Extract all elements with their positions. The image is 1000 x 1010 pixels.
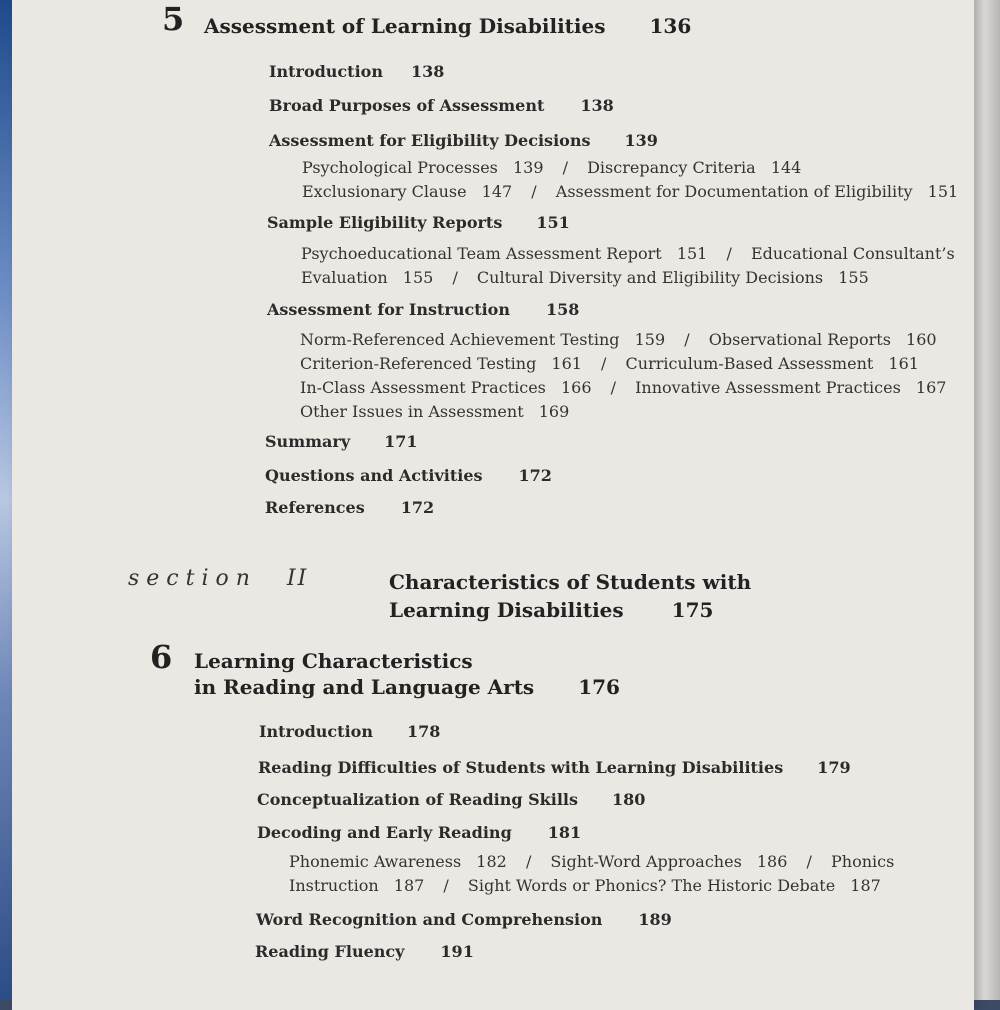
section-number: II (286, 566, 309, 591)
toc-entry[interactable] (265, 498, 434, 517)
toc-subentry[interactable]: Observational Reports (708, 330, 891, 349)
toc-entry[interactable] (267, 300, 579, 319)
toc-subentry[interactable]: Innovative Assessment Practices (635, 378, 901, 397)
toc-subentries (301, 268, 869, 287)
toc-entry[interactable] (265, 432, 418, 451)
separator: / (806, 852, 812, 871)
toc-subentries (300, 354, 919, 373)
toc-subentries (289, 876, 881, 895)
toc-entry[interactable] (257, 823, 581, 842)
page-number: 180 (612, 790, 646, 809)
toc-subentry[interactable]: Assessment for Documentation of Eligibility (555, 182, 913, 201)
toc-entry-label: Assessment for Instruction (267, 300, 510, 319)
chapter-title[interactable]: Learning Characteristics (194, 649, 473, 673)
page-number: 171 (384, 432, 418, 451)
chapter-title[interactable] (204, 14, 691, 38)
page-number: 187 (850, 876, 881, 895)
section-heading (128, 566, 308, 591)
section-title[interactable]: Characteristics of Students with (389, 570, 752, 594)
page-number: 160 (906, 330, 937, 349)
page-number: 147 (481, 182, 513, 201)
separator: / (562, 158, 568, 177)
separator: / (525, 852, 532, 871)
toc-entry-label: Decoding and Early Reading (257, 823, 512, 842)
toc-subentries (300, 402, 569, 421)
page-number: 155 (838, 268, 869, 287)
page-number: 167 (915, 378, 947, 397)
toc-subentry[interactable]: In-Class Assessment Practices (300, 378, 546, 397)
separator: / (601, 354, 607, 373)
page-number: 159 (634, 330, 666, 349)
chapter-number: 6 (150, 638, 173, 676)
toc-entry-label: Introduction (269, 62, 383, 81)
page-number: 139 (624, 131, 658, 150)
toc-entry[interactable] (269, 131, 658, 150)
page-number: 151 (536, 213, 570, 232)
page-number: 161 (888, 354, 919, 373)
toc-entry[interactable] (267, 213, 570, 232)
toc-entry[interactable] (259, 722, 440, 741)
chapter-title-text: Assessment of Learning Disabilities (204, 14, 606, 38)
page-number: 138 (410, 62, 445, 81)
toc-entry[interactable] (269, 96, 614, 115)
toc-subentries (300, 378, 946, 397)
toc-subentry[interactable]: Instruction (289, 876, 379, 895)
toc-entry-label: Summary (265, 432, 351, 451)
separator: / (684, 330, 690, 349)
chapter-number: 5 (162, 0, 185, 38)
page-number: 139 (512, 158, 544, 177)
page-number: 138 (580, 96, 614, 115)
toc-subentries (289, 852, 894, 871)
toc-entry-label: Broad Purposes of Assessment (269, 96, 545, 115)
page-number: 189 (638, 910, 672, 929)
toc-subentry[interactable]: Other Issues in Assessment (300, 402, 524, 421)
toc-entry[interactable] (256, 910, 672, 929)
toc-page (12, 0, 974, 1010)
toc-entry[interactable] (257, 790, 645, 809)
toc-entry[interactable] (258, 758, 851, 777)
toc-entry-label: Sample Eligibility Reports (267, 213, 503, 232)
page-number: 144 (770, 158, 802, 177)
separator: / (452, 268, 458, 287)
toc-subentry[interactable]: Sight Words or Phonics? The Historic Debate (467, 876, 836, 895)
page-number: 187 (393, 876, 425, 895)
page-number: 186 (756, 852, 788, 871)
separator: / (726, 244, 732, 263)
page-number: 151 (927, 182, 959, 201)
section-label: section (128, 566, 257, 591)
page-number: 179 (817, 758, 851, 777)
toc-subentry[interactable]: Discrepancy Criteria (587, 158, 756, 177)
section-title-line2[interactable] (389, 598, 713, 622)
page-number: 178 (406, 722, 441, 741)
toc-subentry[interactable]: Phonemic Awareness (289, 852, 462, 871)
page-number: 136 (649, 14, 692, 38)
page-number: 181 (547, 823, 582, 842)
separator: / (531, 182, 537, 201)
separator: / (443, 876, 449, 895)
toc-subentry[interactable]: Exclusionary Clause (302, 182, 467, 201)
page-number: 172 (400, 498, 435, 517)
toc-subentry[interactable]: Evaluation (301, 268, 388, 287)
page-number: 158 (545, 300, 580, 319)
toc-entry[interactable] (255, 942, 474, 961)
page-number: 175 (671, 598, 714, 622)
page-number: 182 (476, 852, 507, 871)
page-stack-edge (974, 0, 1000, 1000)
toc-subentry[interactable]: Psychoeducational Team Assessment Report (301, 244, 662, 263)
toc-subentry[interactable]: Sight-Word Approaches (550, 852, 742, 871)
toc-subentries (302, 158, 801, 177)
toc-subentry[interactable]: Phonics (831, 852, 895, 871)
toc-entry[interactable] (269, 62, 444, 81)
page-number: 166 (560, 378, 592, 397)
toc-entry-label: References (265, 498, 365, 517)
section-title-text: Learning Disabilities (389, 598, 624, 622)
toc-subentry[interactable]: Cultural Diversity and Eligibility Decisions (476, 268, 824, 287)
toc-entry-label: Introduction (259, 722, 373, 741)
toc-subentries (302, 182, 958, 201)
toc-subentry[interactable]: Norm-Referenced Achievement Testing (300, 330, 620, 349)
toc-entry-label: Word Recognition and Comprehension (256, 910, 603, 929)
toc-subentry[interactable]: Curriculum-Based Assessment (625, 354, 874, 373)
toc-subentries (300, 330, 937, 349)
toc-entry-label: Reading Fluency (255, 942, 405, 961)
toc-subentry[interactable]: Psychological Processes (302, 158, 498, 177)
page-number: 151 (676, 244, 708, 263)
chapter-title-text: in Reading and Language Arts (194, 675, 535, 699)
page-number: 172 (518, 466, 552, 485)
toc-entry-label: Reading Difficulties of Students with Learning Disabilities (258, 758, 784, 777)
toc-entry-label: Questions and Activities (265, 466, 483, 485)
page-number: 169 (538, 402, 570, 421)
toc-subentry[interactable]: Criterion-Referenced Testing (300, 354, 537, 373)
separator: / (610, 378, 616, 397)
toc-subentry[interactable]: Educational Consultant’s (750, 244, 955, 263)
toc-entry-label: Conceptualization of Reading Skills (257, 790, 578, 809)
toc-entry[interactable] (265, 466, 552, 485)
page-number: 161 (551, 354, 582, 373)
chapter-title-line2[interactable] (194, 675, 620, 699)
toc-subentries (301, 244, 955, 263)
page-number: 191 (440, 942, 474, 961)
toc-entry-label: Assessment for Eligibility Decisions (269, 131, 591, 150)
page-number: 176 (578, 675, 620, 699)
page-number: 155 (402, 268, 434, 287)
